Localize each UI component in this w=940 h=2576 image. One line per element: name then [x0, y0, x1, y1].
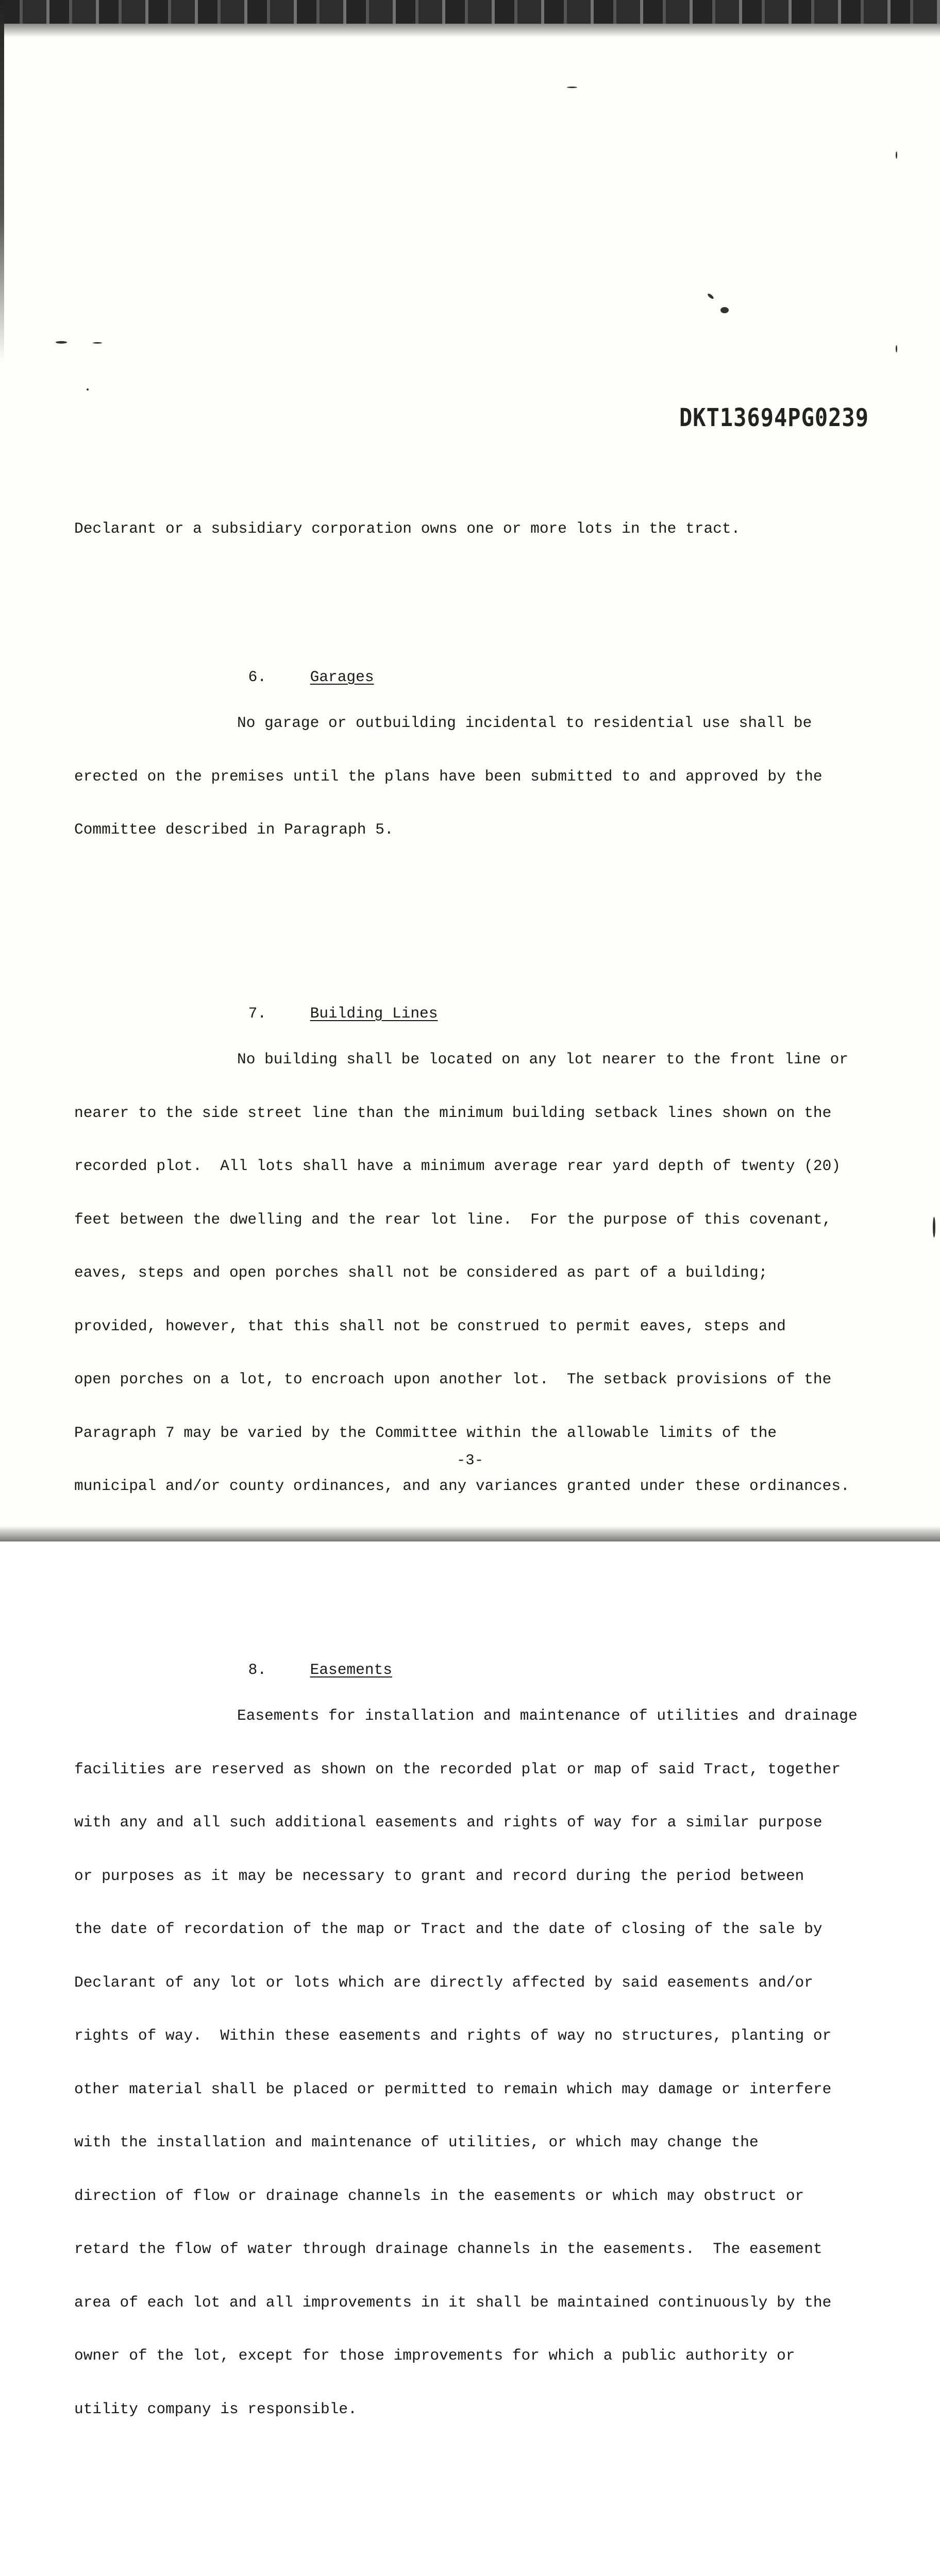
section-heading: [74, 2566, 868, 2576]
docket-stamp: DKT13694PG0239: [679, 403, 869, 432]
paragraph-line: municipal and/or county ordinances, and any variances granted under these ordinances.: [74, 1477, 850, 1495]
scan-shadow-top: [0, 24, 940, 37]
paragraph-line: erected on the premises until the plans have been submitted to and approved by the: [74, 767, 822, 785]
paragraph-line: other material shall be placed or permitted to remain which may damage or interfere: [74, 2080, 832, 2098]
scan-speck: [87, 388, 89, 391]
paragraph-line: retard the flow of water through drainage channels in the easements. The easement: [74, 2240, 822, 2258]
paragraph-line: Easements for installation and maintenance of utilities and drainage: [237, 1707, 858, 1724]
section-number: 6.: [248, 668, 267, 686]
section-heading: [74, 651, 868, 686]
paragraph-line: with the installation and maintenance of utilities, or which may change the: [74, 2133, 759, 2151]
lead-line: Declarant or a subsidiary corporation owns one or more lots in the tract.: [74, 520, 741, 537]
paragraph-line: recorded plot. All lots shall have a minimum average rear yard depth of twenty (20): [74, 1157, 841, 1175]
paragraph-line: No garage or outbuilding incidental to residential use shall be: [237, 714, 812, 732]
section-number: 7.: [248, 1005, 267, 1022]
paragraph-line: Committee described in Paragraph 5.: [74, 821, 394, 838]
paragraph-line: rights of way. Within these easements and rights of way no structures, planting or: [74, 2027, 832, 2044]
paragraph-line: utility company is responsible.: [74, 2400, 357, 2418]
document-body: [74, 484, 868, 2576]
section-heading: [74, 987, 868, 1022]
scan-speck: [720, 307, 729, 313]
scan-speck: [896, 151, 897, 159]
section-title: Building Lines: [310, 1005, 438, 1022]
section-title: Garages: [310, 668, 374, 686]
paragraph-line: or purposes as it may be necessary to grant and record during the period between: [74, 1867, 804, 1885]
paragraph-line: the date of recordation of the map or Tract and the date of closing of the sale by: [74, 1920, 822, 1938]
paragraph-line: direction of flow or drainage channels in the easements or which may obstruct or: [74, 2187, 804, 2205]
paragraph-line: open porches on a lot, to encroach upon another lot. The setback provisions of the: [74, 1370, 832, 1388]
scan-edge-top: [0, 0, 940, 24]
scan-speck: [933, 1217, 935, 1238]
paragraph-line: eaves, steps and open porches shall not be considered as part of a building;: [74, 1264, 768, 1281]
paragraph-line: facilities are reserved as shown on the recorded plat or map of said Tract, together: [74, 1760, 841, 1778]
scan-speck: [707, 293, 715, 300]
section-garages: [74, 609, 868, 874]
page-number: -3-: [456, 1452, 484, 1469]
section-easements: [74, 1602, 868, 2454]
paragraph-line: Paragraph 7 may be varied by the Committee within the allowable limits of the: [74, 1423, 777, 1442]
paragraph-line: No building shall be located on any lot nearer to the front line or: [237, 1050, 849, 1068]
section-heading: [74, 1643, 868, 1679]
paragraph-line: area of each lot and all improvements in it shall be maintained continuously by the: [74, 2293, 832, 2311]
scan-speck: [93, 342, 102, 344]
paragraph-line: Declarant of any lot or lots which are directly affected by said easements and/or: [74, 1973, 813, 1991]
scan-speck: [56, 341, 67, 344]
paragraph-line: owner of the lot, except for those improvements for which a public authority or: [74, 2347, 795, 2364]
paragraph-line: with any and all such additional easements and rights of way for a similar purpose: [74, 1814, 822, 1831]
scan-speck: [567, 87, 577, 88]
section-number: 8.: [248, 1661, 267, 1679]
scan-speck: [896, 345, 897, 352]
section-building-lines: [74, 945, 868, 1531]
paragraph-line: nearer to the side street line than the minimum building setback lines shown on the: [74, 1104, 832, 1122]
section-title: Easements: [310, 1661, 392, 1679]
paragraph-line: feet between the dwelling and the rear lot line. For the purpose of this covenant,: [74, 1210, 832, 1228]
paragraph-line: provided, however, that this shall not be construed to permit eaves, steps and: [74, 1317, 786, 1335]
scan-edge-left: [0, 0, 4, 361]
section-fences-and-antennas: [74, 2524, 868, 2576]
